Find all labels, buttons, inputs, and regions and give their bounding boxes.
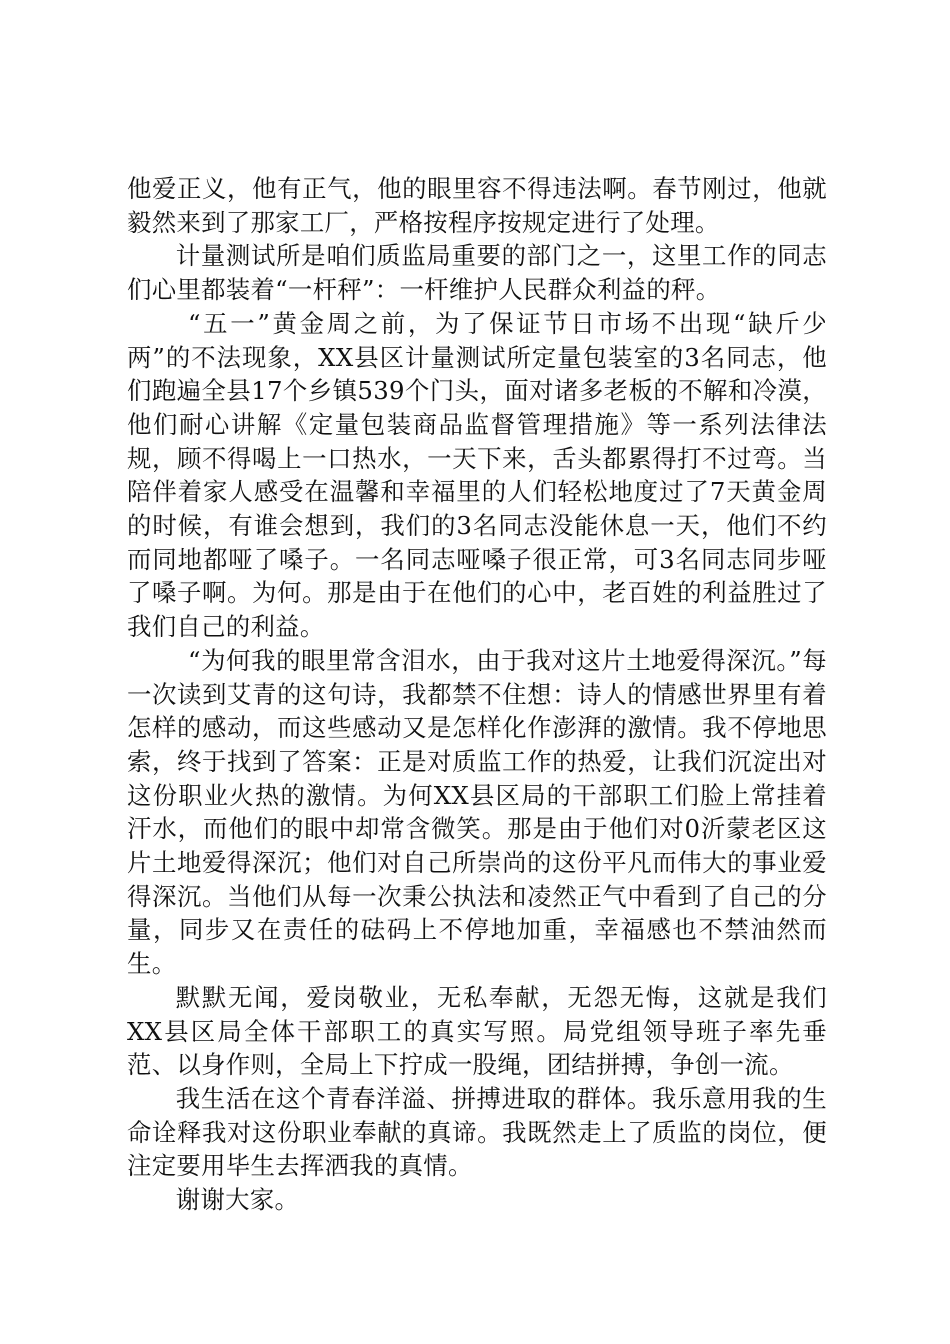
document-body [127,172,827,1217]
paragraph-7: 谢谢大家。 [175,1185,300,1215]
paragraph-1: 他爱正义，他有正气，他的眼里容不得违法啊。春节刚过，他就毅然来到了那家工厂，严格按程序按规定进行了处理。 [127,174,827,237]
paragraph-3: “五一”黄金周之前，为了保证节日市场不出现“缺斤少两”的不法现象，XX县区计量测试所定量包装室的3名同志，他们跑遍全县17个乡镇539个门头，面对诸多老板的不解和冷漠，他们耐心讲解《定量包装商品监督管理措施》等一系列法律法规，顾不得喝上一口热水，一天下来，舌头都累得打不过弯。当陪伴着家人感受在温馨和幸福里的人们轻松地度过了7天黄金周的时候，有谁会想到，我们的3名同志没能休息一天，他们不约而同地都哑了嗓子。一名同志哑嗓子很正常，可3名同志同步哑了嗓子啊。为何。那是由于在他们的心中，老百姓的利益胜过了我们自己的利益。 [127,308,827,642]
paragraph-4: “为何我的眼里常含泪水，由于我对这片土地爱得深沉。”每一次读到艾青的这句诗，我都禁不住想：诗人的情感世界里有着怎样的感动，而这些感动又是怎样化作澎湃的激情。我不停地思索，终于找到了答案：正是对质监工作的热爱，让我们沉淀出对这份职业火热的激情。为何XX县区局的干部职工们脸上常挂着汗水，而他们的眼中却常含微笑。那是由于他们对0沂蒙老区这片土地爱得深沉；他们对自己所崇尚的这份平凡而伟大的事业爱得深沉。当他们从每一次秉公执法和凌然正气中看到了自己的分量，同步又在责任的砝码上不停地加重，幸福感也不禁油然而生。 [127,645,827,979]
paragraph-5: 默默无闻，爱岗敬业，无私奉献，无怨无悔，这就是我们XX县区局全体干部职工的真实写照。局党组领导班子率先垂范、以身作则，全局上下拧成一股绳，团结拼搏，争创一流。 [127,982,827,1080]
paragraph-6: 我生活在这个青春洋溢、拼搏进取的群体。我乐意用我的生命诠释我对这份职业奉献的真谛。我既然走上了质监的岗位，便注定要用毕生去挥洒我的真情。 [127,1083,827,1181]
paragraph-2: 计量测试所是咱们质监局重要的部门之一，这里工作的同志们心里都装着“一杆秤”：一杆维护人民群众利益的秤。 [127,241,827,305]
